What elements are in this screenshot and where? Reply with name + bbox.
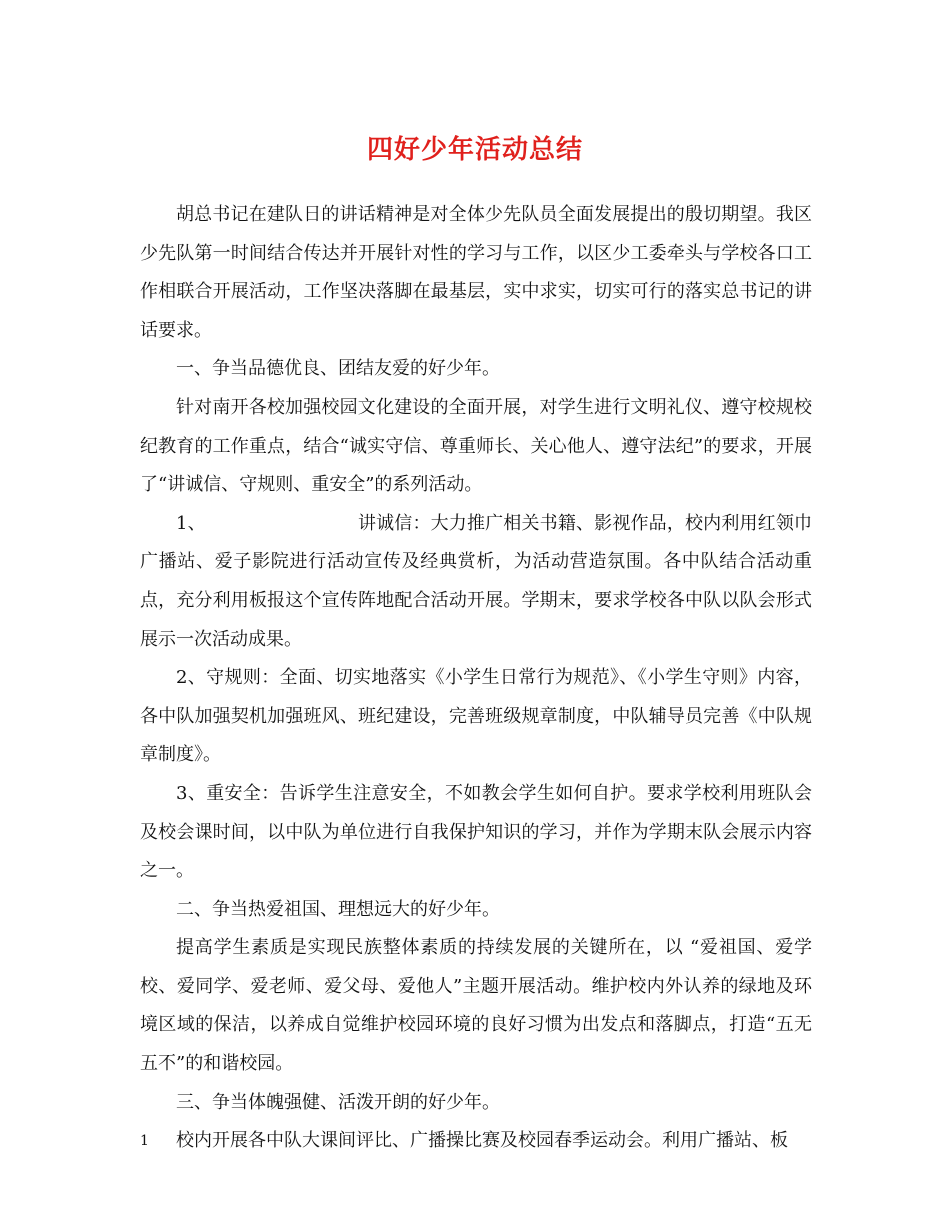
list-item-3: 3、重安全：告诉学生注意安全，不如教会学生如何自护。要求学校利用班队会及校会课时间，以中队为单位进行自我保护知识的学习，并作为学期末队会展示内容之一。 bbox=[140, 782, 812, 882]
list-item-2: 2、守规则：全面、切实地落实《小学生日常行为规范》、《小学生守则》内容，各中队加强契机加强班风、班纪建设，完善班级规章制度，中队辅导员完善《中队规章制度》。 bbox=[140, 667, 812, 766]
list-item-1-number: 1、 bbox=[176, 512, 206, 534]
paragraph-section-1: 针对南开各校加强校园文化建设的全面开展，对学生进行文明礼仪、遵守校规校纪教育的工作重点，结合“诚实守信、尊重师长、关心他人、遵守法纪”的要求，开展了“讲诚信、守规则、重安全”的系列活动。 bbox=[140, 396, 812, 496]
section-heading-2: 二、争当热爱祖国、理想远大的好少年。 bbox=[176, 898, 500, 920]
paragraph-intro: 胡总书记在建队日的讲话精神是对全体少先队员全面发展提出的殷切期望。我区少先队第一时间结合传达并开展针对性的学习与工作，以区少工委牵头与学校各口工作相联合开展活动，工作坚决落脚在最基层，实中求实，切实可行的落实总书记的讲话要求。 bbox=[140, 204, 812, 341]
paragraph-section-3: 校内开展各中队大课间评比、广播操比赛及校园春季运动会。利用广播站、板 bbox=[176, 1130, 788, 1152]
document-body bbox=[140, 196, 812, 1161]
section-heading-1: 一、争当品德优良、团结友爱的好少年。 bbox=[176, 358, 500, 380]
paragraph-section-2: 提高学生素质是实现民族整体素质的持续发展的关键所在，以 “爱祖国、爱学校、爱同学、爱老师、爱父母、爱他人”主题开展活动。维护校内外认养的绿地及环境区域的保洁，以养成自觉维护校园环境的良好习惯为出发点和落脚点，打造“五无五不”的和谐校园。 bbox=[140, 937, 812, 1075]
page-number: 1 bbox=[140, 1133, 149, 1149]
document-title: 四好少年活动总结 bbox=[366, 135, 583, 165]
section-heading-3: 三、争当体魄强健、活泼开朗的好少年。 bbox=[176, 1091, 500, 1113]
list-item-1-text: 讲诚信：大力推广相关书籍、影视作品，校内利用红领巾广播站、爱子影院进行活动宣传及经典赏析，为活动营造氛围。各中队结合活动重点，充分利用板报这个宣传阵地配合活动开展。学期末，要求学校各中队以队会形式展示一次活动成果。 bbox=[140, 512, 813, 650]
list-item-1 bbox=[140, 505, 812, 659]
